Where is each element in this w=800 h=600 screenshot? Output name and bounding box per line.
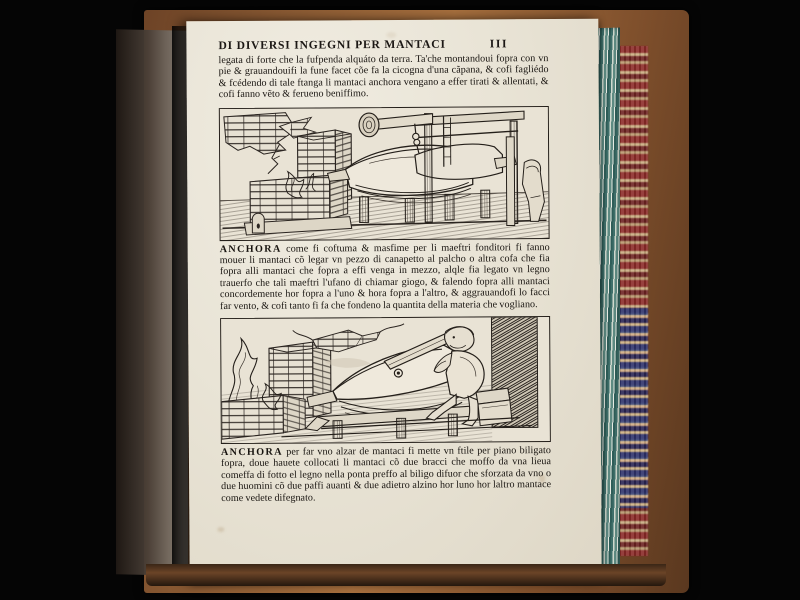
woodcut-bellows-counterweight xyxy=(219,106,550,241)
folio-number: III xyxy=(489,37,509,51)
recto-page xyxy=(186,19,601,584)
book-bottom-edge xyxy=(146,564,666,586)
open-book xyxy=(116,8,692,593)
paragraph-middle-text: come fi coftuma & masfime per li maeftri fonditori fi fanno mouer li mantaci cõ legar vn pezzo di canapetto al palcho o altra cofa che fia fopra alli mantaci che fopra a effi venga in mezzo, alqle fia legato vn legno trauerfo che tali maeftri l'ufano di chiamar giogo, & falendo fopra alli mantaci concordemente hor fopra a l'uno & hora fopra a l'altro, & aggrauandofi lo facci far vento, & cofi tanto fi fa che fondeno la quantita della materia che vogliano. xyxy=(219,241,550,312)
running-head xyxy=(218,37,548,52)
page-content xyxy=(218,37,551,504)
paragraph-bottom xyxy=(221,445,551,504)
paragraph-middle-initial: ANCHORA xyxy=(219,243,282,255)
woodcut-bellows-lever xyxy=(220,316,551,444)
paragraph-top: legata di forte che la fufpenda alquáto da terra. Ta'che montandoui fopra con vn pie & grauandouifi la fune facet cõe fa la cicogna d'una cãpana, & cofi fagliédo & fcédendo di tale ftanga li mantaci anchora vengano a effer tirati & allentati, & cofi fanno vẽto & ferueno beniffimo. xyxy=(218,53,549,101)
paragraph-bottom-initial: ANCHORA xyxy=(220,446,283,459)
running-head-title: DI DIVERSI INGEGNI PER MANTACI xyxy=(218,37,446,53)
paragraph-bottom-text: per far vno alzar de mantaci fi mette vn ftile per piano biligato fopra, doue hauete collocati li mantaci cõ due bracci che moffo da vna lieua comeffa di fotto el legno nella ponta preffo al biligo difuor che sforzata da vno o due huomini cõ due paffi auanti & due adietro alzino hor luno hor laltro mantace come vedete difegnato. xyxy=(220,445,552,504)
paper-foxing-spot xyxy=(217,527,224,532)
paragraph-middle xyxy=(220,242,550,312)
